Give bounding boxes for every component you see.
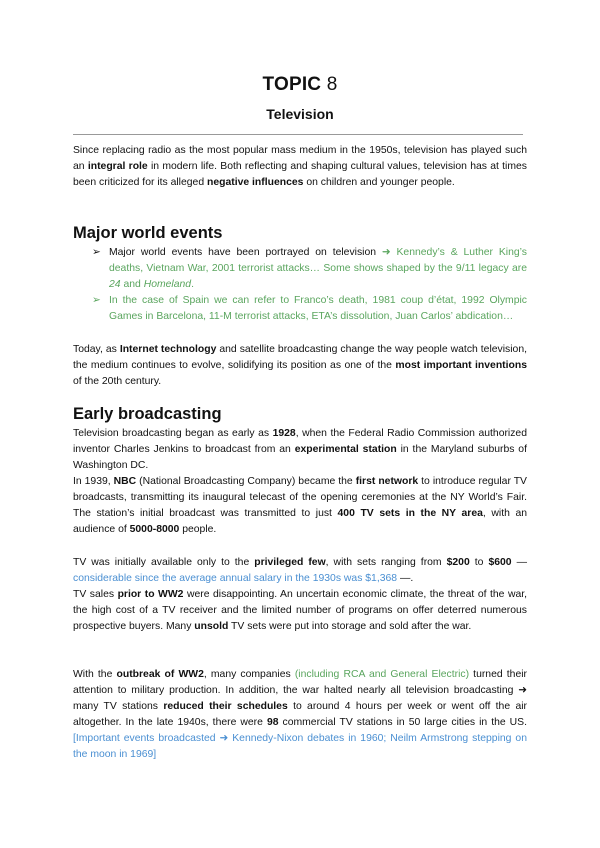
paragraph-tv-sales: TV sales prior to WW2 were disappointing. An uncertain economic climate, the threat of the war, the high cost of a TV receiver and the limited number of programs on offer deterred numerous prospective buyers. Many unsold TV sets were put into storage and sold after the war. (73, 589, 528, 632)
bullet-arrow-icon: ➢ (92, 295, 101, 306)
bullet-arrow-icon: ➢ (92, 247, 101, 258)
paragraph-1928: Television broadcasting began as early as 1928, when the Federal Radio Commission authorized inventor Charles Jenkins to broadcast from an experimental station in the Maryland suburbs of Washington DC. (73, 428, 527, 471)
paragraph-privileged-few: TV was initially available only to the privileged few, with sets ranging from $200 to $600 — considerable since the average annual salary in the 1930s was $1,368 —. (73, 557, 527, 584)
internet-paragraph: Today, as Internet technology and satellite broadcasting change the way people watch television, the medium continues to evolve, solidifying its position as one of the most important inventions of the 20th century. (73, 344, 527, 387)
heading-major-world-events: Major world events (73, 224, 223, 242)
heading-early-broadcasting: Early broadcasting (73, 405, 222, 423)
paragraph-ww2: With the outbreak of WW2, many companies (including RCA and General Electric) turned their attention to military production. In addition, the war halted nearly all television broadcasting ➜ many TV stations reduced their schedules to around 4 hours per week or went off the air altogether. In the late 1940s, there were 98 commercial TV stations in 50 large cities in the US. [Important events broadcasted ➜ Kennedy-Nixon debates in 1960; Neilm Armstrong stepping on the moon in 1969] (73, 669, 527, 760)
bullet-spain-events: ➢ In the case of Spain we can refer to Franco’s death, 1981 coup d’état, 1992 Olympic Games in Barcelona, 11-M terrorist attacks, ETA’s dissolution, Juan Carlos’ abdication… (92, 295, 527, 322)
intro-paragraph: Since replacing radio as the most popular mass medium in the 1950s, television has played such an integral role in modern life. Both reflecting and shaping cultural values, television has at times been criticized for its alleged negative influences on children and younger people. (73, 145, 527, 188)
title-topic: TOPIC (262, 74, 322, 95)
bullet-world-events: ➢ Major world events have been portrayed on television ➜ Kennedy’s & Luther King’s deaths, Vietnam War, 2001 terrorist attacks… Some shows shaped by the 9/11 legacy are 24 and Homeland. (92, 247, 527, 290)
title-divider (73, 134, 523, 135)
title-number: 8 (326, 74, 338, 95)
page-subtitle: Television (266, 106, 334, 122)
page-title (73, 74, 527, 96)
paragraph-nbc: In 1939, NBC (National Broadcasting Company) became the first network to introduce regular TV broadcasts, transmitting its inaugural telecast of the opening ceremonies at the NY World’s Fair. The station’s initial broadcast was transmitted to just 400 TV sets in the NY area, with an audience of 5000-8000 people. (73, 476, 527, 535)
